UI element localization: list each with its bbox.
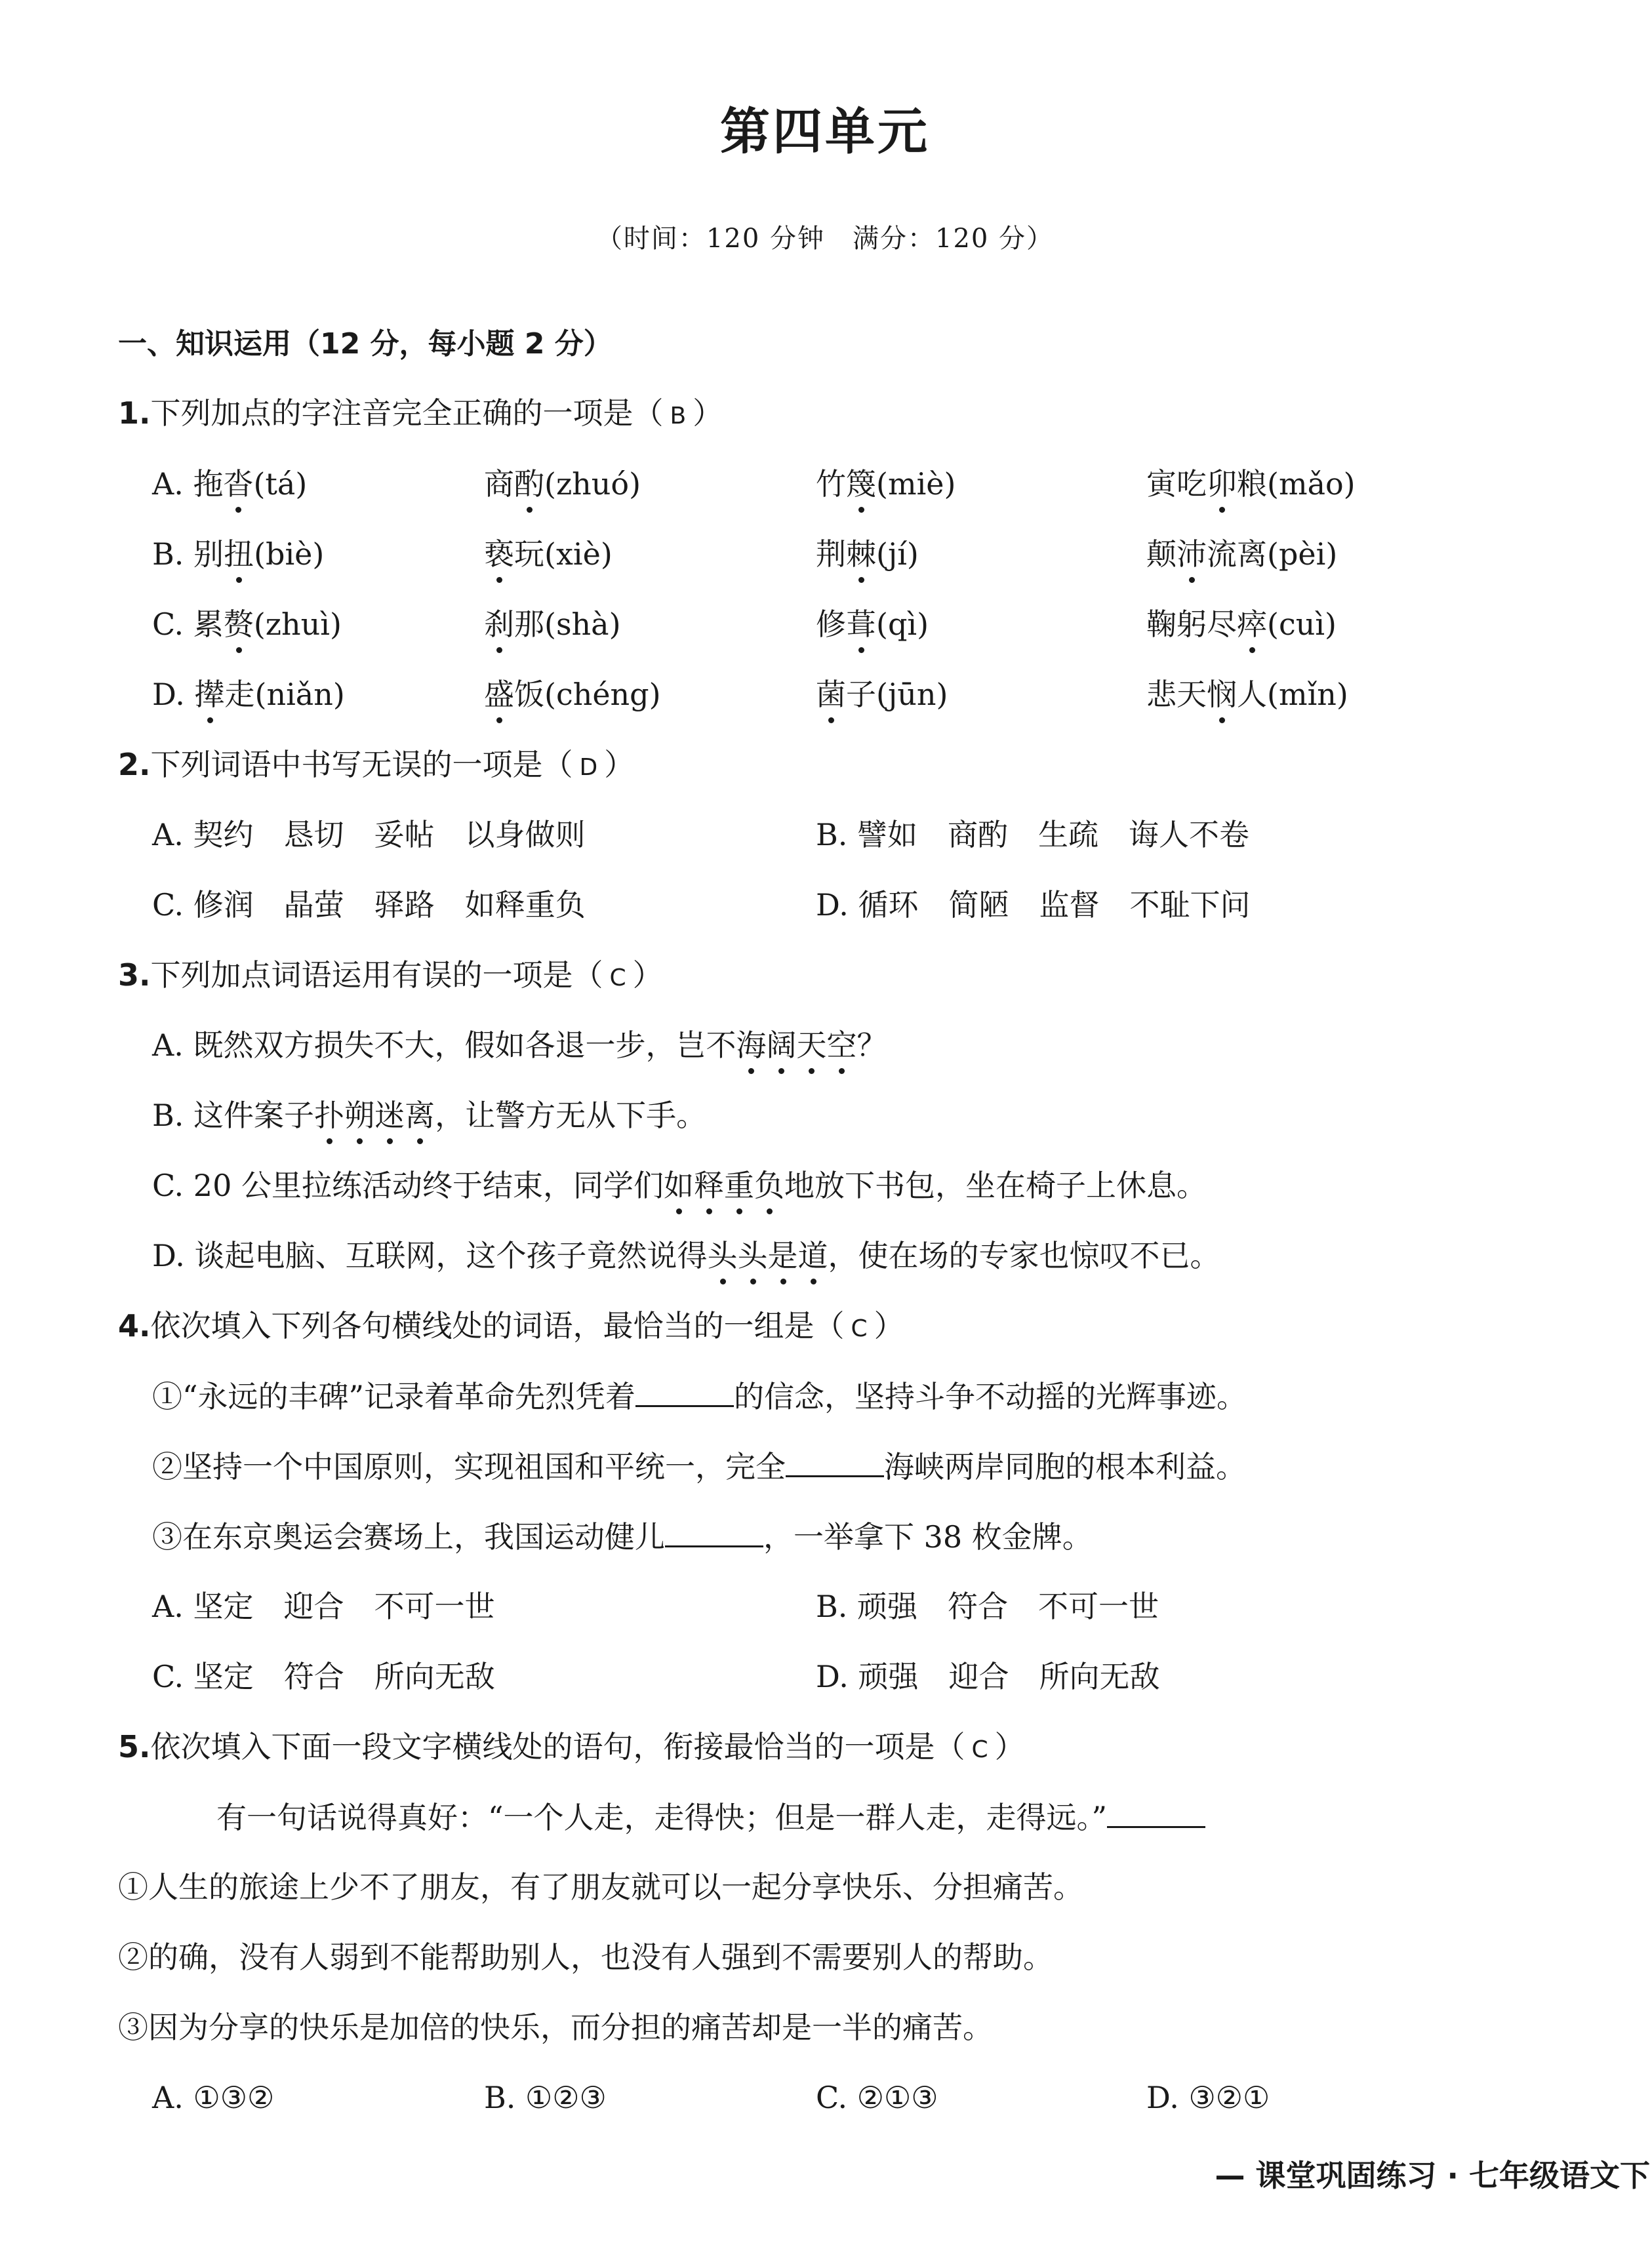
q2-option-d: D. 循环 简陋 监督 不耻下问 — [816, 887, 1251, 923]
q2-option-b: B. 譬如 商酌 生疏 诲人不卷 — [816, 817, 1250, 852]
q1-option-d-1: D. 撵走(niǎn) — [152, 675, 345, 714]
q4-sentence-2: ②坚持一个中国原则，实现祖国和平统一，完全 海峡两岸同胞的根本利益。 — [152, 1446, 1246, 1486]
q5-passage: 有一句话说得真好：“一个人走，走得快；但是一群人走，走得远。” — [216, 1797, 1205, 1837]
answer-letter: B — [670, 403, 687, 429]
dotted-phrase: 头头是道 — [708, 1238, 828, 1273]
q3-option-c: C. 20 公里拉练活动终于结束，同学们如释重负地放下书包，坐在椅子上休息。 — [152, 1166, 1207, 1205]
q1-option-b-3: 荆棘(jí) — [816, 534, 919, 574]
q1-option-c-1: C. 累赘(zhuì) — [152, 605, 342, 644]
q1-option-c-3: 修葺(qì) — [816, 605, 929, 644]
question-number: 2. — [118, 747, 151, 782]
q5-option-c: C. ②①③ — [816, 2080, 938, 2115]
page-title: 第四单元 — [720, 102, 930, 161]
q5-option-a: A. ①③② — [152, 2080, 275, 2115]
question-number: 4. — [118, 1308, 151, 1343]
q1-option-a-2: 商酌(zhuó) — [484, 464, 641, 504]
q5-sentence-2: ②的确，没有人弱到不能帮助别人，也没有人强到不需要别人的帮助。 — [118, 1940, 1053, 1975]
q1-option-a-4: 寅吃卯粮(mǎo) — [1146, 464, 1356, 504]
q3-option-b: B. 这件案子扑朔迷离，让警方无从下手。 — [152, 1096, 706, 1135]
q2-option-a: A. 契约 恳切 妥帖 以身做则 — [152, 817, 586, 852]
q4-option-a: A. 坚定 迎合 不可一世 — [152, 1589, 495, 1624]
q1-option-b-4: 颠沛流离(pèi) — [1146, 534, 1337, 574]
q1-option-a-1: A. 拖沓(tá) — [152, 464, 307, 504]
answer-letter: C — [609, 965, 626, 991]
dotted-phrase: 扑朔迷离 — [314, 1098, 435, 1133]
fill-blank — [1107, 1797, 1205, 1828]
q3-option-d: D. 谈起电脑、互联网，这个孩子竟然说得头头是道，使在场的专家也惊叹不已。 — [152, 1236, 1220, 1275]
question-3-stem: 3.下列加点词语运用有误的一项是（ C ） — [118, 957, 663, 993]
q1-option-c-2: 刹那(shà) — [484, 605, 621, 644]
q1-option-b-1: B. 别扭(biè) — [152, 534, 324, 574]
q5-sentence-1: ①人生的旅途上少不了朋友，有了朋友就可以一起分享快乐、分担痛苦。 — [118, 1869, 1083, 1905]
q1-option-c-4: 鞠躬尽瘁(cuì) — [1146, 605, 1337, 644]
q5-option-b: B. ①②③ — [484, 2080, 607, 2115]
fill-blank — [635, 1376, 734, 1407]
q1-option-d-3: 菌子(jūn) — [816, 675, 948, 714]
q1-option-d-4: 悲天悯人(mǐn) — [1146, 675, 1348, 714]
question-2-stem: 2.下列词语中书写无误的一项是（ D ） — [118, 747, 635, 782]
q4-option-d: D. 顽强 迎合 所向无敌 — [816, 1659, 1160, 1694]
q4-sentence-3: ③在东京奥运会赛场上，我国运动健儿 ，一举拿下 38 枚金牌。 — [152, 1517, 1093, 1557]
answer-letter: D — [579, 754, 598, 781]
question-number: 3. — [118, 957, 151, 993]
q5-sentence-3: ③因为分享的快乐是加倍的快乐，而分担的痛苦却是一半的痛苦。 — [118, 2010, 993, 2045]
question-number: 5. — [118, 1729, 151, 1764]
dotted-phrase: 海阔天空 — [736, 1027, 856, 1063]
q5-option-d: D. ③②① — [1146, 2080, 1270, 2115]
q1-option-b-2: 亵玩(xiè) — [484, 534, 613, 574]
q1-option-a-3: 竹篾(miè) — [816, 464, 956, 504]
q3-option-a: A. 既然双方损失不大，假如各退一步，岂不海阔天空？ — [152, 1025, 887, 1065]
fill-blank — [665, 1517, 763, 1547]
question-1-stem: 1.下列加点的字注音完全正确的一项是（ B ） — [118, 395, 723, 431]
page-footer: — 课堂巩固练习 · 七年级语文下 — [1215, 2158, 1650, 2193]
time-score-info: （时间：120 分钟 满分：120 分） — [595, 224, 1055, 254]
answer-letter: C — [971, 1736, 988, 1763]
answer-letter: C — [851, 1315, 868, 1342]
q2-option-c: C. 修润 晶萤 驿路 如释重负 — [152, 887, 586, 923]
question-4-stem: 4.依次填入下列各句横线处的词语，最恰当的一组是（ C ） — [118, 1308, 904, 1343]
section-heading: 一、知识运用（12 分，每小题 2 分） — [118, 327, 613, 361]
question-5-stem: 5.依次填入下面一段文字横线处的语句，衔接最恰当的一项是（ C ） — [118, 1729, 1025, 1764]
q4-sentence-1: ①“永远的丰碑”记录着革命先烈凭着 的信念，坚持斗争不动摇的光辉事迹。 — [152, 1376, 1247, 1416]
fill-blank — [786, 1446, 884, 1477]
question-number: 1. — [118, 395, 151, 431]
q4-option-b: B. 顽强 符合 不可一世 — [816, 1589, 1159, 1624]
dotted-phrase: 如释重负 — [664, 1168, 784, 1203]
q4-option-c: C. 坚定 符合 所向无敌 — [152, 1659, 495, 1694]
q1-option-d-2: 盛饭(chéng) — [484, 675, 661, 714]
